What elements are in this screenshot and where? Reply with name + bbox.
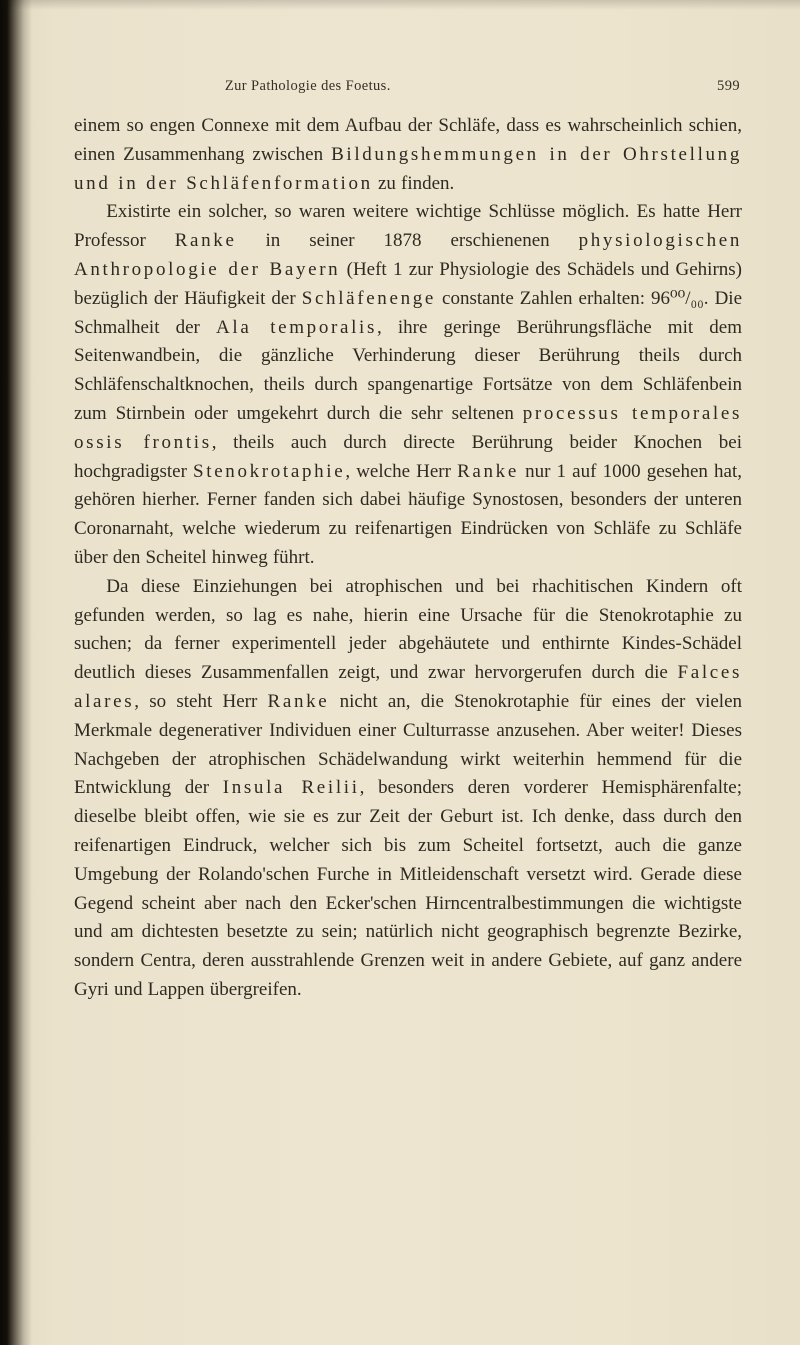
text-segment: Da diese Einziehungen bei atrophischen und bei rhachitischen Kindern oft gefunden werden, so lag es nahe, hierin eine Ursache für die Stenokrotaphie zu suchen; da ferner experimentell jeder abgehäutete und enthirnte Kindes-Schädel deutlich dieses Zusammenfallen zeigt, und zwar hervorgerufen durch die [74,575,742,684]
emphasized-text: Schläfenenge [301,287,436,309]
text-segment: zu finden. [372,172,455,194]
emphasized-text: Stenokrotaphie [193,460,346,482]
emphasized-text: processus temporales ossis frontis [74,402,743,453]
paragraph [74,198,742,572]
text-segment: , besonders deren vorderer Hemisphärenfalte; dieselbe bleibt offen, wie sie es zur Zeit der Geburt ist. Ich denke, dass durch den reifenartigen Eindruck, welcher sich bis zum Scheitel fortsetzt, auch die ganze Umgebung der Rolando'schen Furche in Mitleidenschaft versetzt wird. Gerade diese Gegend scheint aber nach den Ecker'schen Hirncentralbestimmungen die wichtigste und am dichtesten besetzte zu sein; natürlich nicht geographisch begrenzte Bezirke, sondern Centra, deren ausstrahlende Grenzen weit in andere Gebiete, auf ganz andere Gyri und Lappen übergreifen. [74,777,742,1000]
emphasized-text: Insula Reilii [222,777,360,799]
text-segment: nicht an, die Stenokrotaphie für eines der vielen Merkmale degenerativer Individuen einer Culturrasse anzusehen. Aber weiter! Dieses Nachgeben der atrophischen Schädelwandung wirkt weiterhin hemmend für die Entwicklung der [74,690,742,799]
text-segment: , so steht Herr [134,690,268,712]
text-segment: , welche Herr [345,460,458,482]
body-text [74,112,742,1005]
text-segment: in seiner 1878 erschienenen [236,230,579,252]
running-title: Zur Pathologie des Foetus. [224,78,391,94]
text-segment: Existirte ein solcher, so waren weitere wichtige Schlüsse möglich. Es hatte Herr Professor [74,201,742,252]
emphasized-text: physiologischen Anthropologie der Bayern [74,230,742,280]
emphasized-text: Falces alares [74,662,742,712]
emphasized-text: Ala temporalis [216,316,377,338]
text-segment: , ihre geringe Berührungsfläche mit dem Seitenwandbein, die gänzliche Verhinderung dieser Berührung theils durch Schläfenschaltknochen, theils durch spangenartige Fortsätze von dem Schläfenbein zum Stirnbein oder umgekehrt durch die sehr seltenen [74,316,742,424]
emphasized-text: Ranke [267,690,330,712]
text-segment: constante Zahlen erhalten: 96⁰⁰/₀₀. Die Schmalheit der [74,287,742,338]
text-segment: (Heft 1 zur Physiologie des Schädels und Gehirns) bezüglich der Häufigkeit der [74,258,742,309]
emphasized-text: Ranke [457,460,519,482]
text-segment: nur 1 auf 1000 gesehen hat, gehören hierher. Ferner fanden sich dabei häufige Synostosen, besonders der unteren Coronarnaht, welche wiederum zu reifenartigen Eindrücken von Schläfe zu Schläfe über den Scheitel hinweg führt. [74,460,742,568]
emphasized-text: Ranke [174,230,237,252]
text-segment: einem so engen Connexe mit dem Aufbau der Schläfe, dass es wahrscheinlich schien, einen Zusammenhang zwischen [74,115,742,165]
book-binding-shadow [0,0,32,1345]
paragraph [74,573,742,1005]
emphasized-text: Bildungshemmungen in der Ohrstellung und in der Schläfenformation [74,143,742,194]
paragraph [74,112,742,198]
page-content [74,0,742,1005]
page-header [74,78,742,98]
text-segment: , theils auch durch directe Berührung beider Knochen bei hochgradigster [74,431,743,482]
page-number: 599 [717,78,740,94]
